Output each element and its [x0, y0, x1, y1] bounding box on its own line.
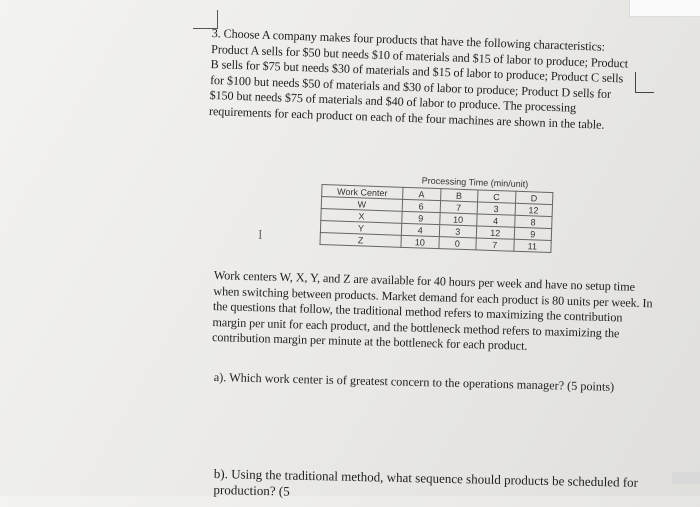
problem-intro: 3. Choose A company makes four products that have the following characteristics: Product A sells for $50 but needs $10 of materials and $15 of labor to produce; Product B sells for $75 but needs $30 of materials and $15 of labor to produce; Product C sells for $100 but needs $50 of materials and $30 of labor to produce; Product D sells for $150 but needs $75 of materials and $40 of labor to produce. The processing requirements for each product on each of the four machines are shown in the table.	[208, 26, 629, 132]
processing-time-table	[319, 172, 553, 253]
cell: 3	[439, 225, 477, 238]
viewer-control-fragment[interactable]	[672, 472, 700, 484]
cell: 12	[515, 203, 553, 216]
header-c: C	[478, 190, 516, 203]
viewer-toolbar-fragment[interactable]	[629, 0, 700, 17]
cell: 0	[438, 237, 476, 250]
cell: 9	[514, 227, 552, 240]
body-paragraph: Work centers W, X, Y, and Z are available for 40 hours per week and have no setup time when switching between products. Market demand for each product is 80 units per week. In the questions that follow, the traditional method refers to maximizing the contribution margin per unit for each product, and the bottleneck method refers to maximizing the contribution margin per minute at the bottleneck for each product.	[211, 268, 653, 353]
work-center-description	[212, 268, 654, 358]
cell: 9	[402, 211, 440, 224]
header-d: D	[515, 191, 553, 204]
cell: X	[321, 208, 402, 223]
cell: 10	[439, 213, 477, 226]
cell: 11	[513, 239, 551, 252]
cell: W	[321, 197, 402, 212]
question-b: b). Using the traditional method, what sequence should products be scheduled for production? (5	[213, 466, 639, 499]
cell: 6	[402, 199, 440, 212]
cell: 3	[477, 202, 515, 215]
header-a: A	[403, 187, 441, 200]
question-a: a). Which work center is of greatest concern to the operations manager? (5 points)	[213, 370, 615, 394]
header-work-center: Work Center	[322, 185, 403, 200]
cell: 12	[476, 226, 514, 239]
cell: 4	[401, 223, 439, 236]
table-caption: Processing Time (min/unit)	[421, 175, 529, 190]
cell: 7	[476, 238, 514, 251]
cell: Z	[320, 232, 401, 247]
cell: Y	[320, 220, 401, 235]
text-cursor-icon: I	[258, 228, 263, 243]
cell: 4	[477, 214, 515, 227]
problem-statement	[209, 26, 632, 134]
cell: 8	[514, 215, 552, 228]
processing-table	[319, 184, 553, 253]
cell: 7	[440, 201, 478, 214]
margin-pen-mark	[635, 72, 654, 93]
header-b: B	[440, 189, 478, 202]
cell: 10	[401, 235, 439, 248]
